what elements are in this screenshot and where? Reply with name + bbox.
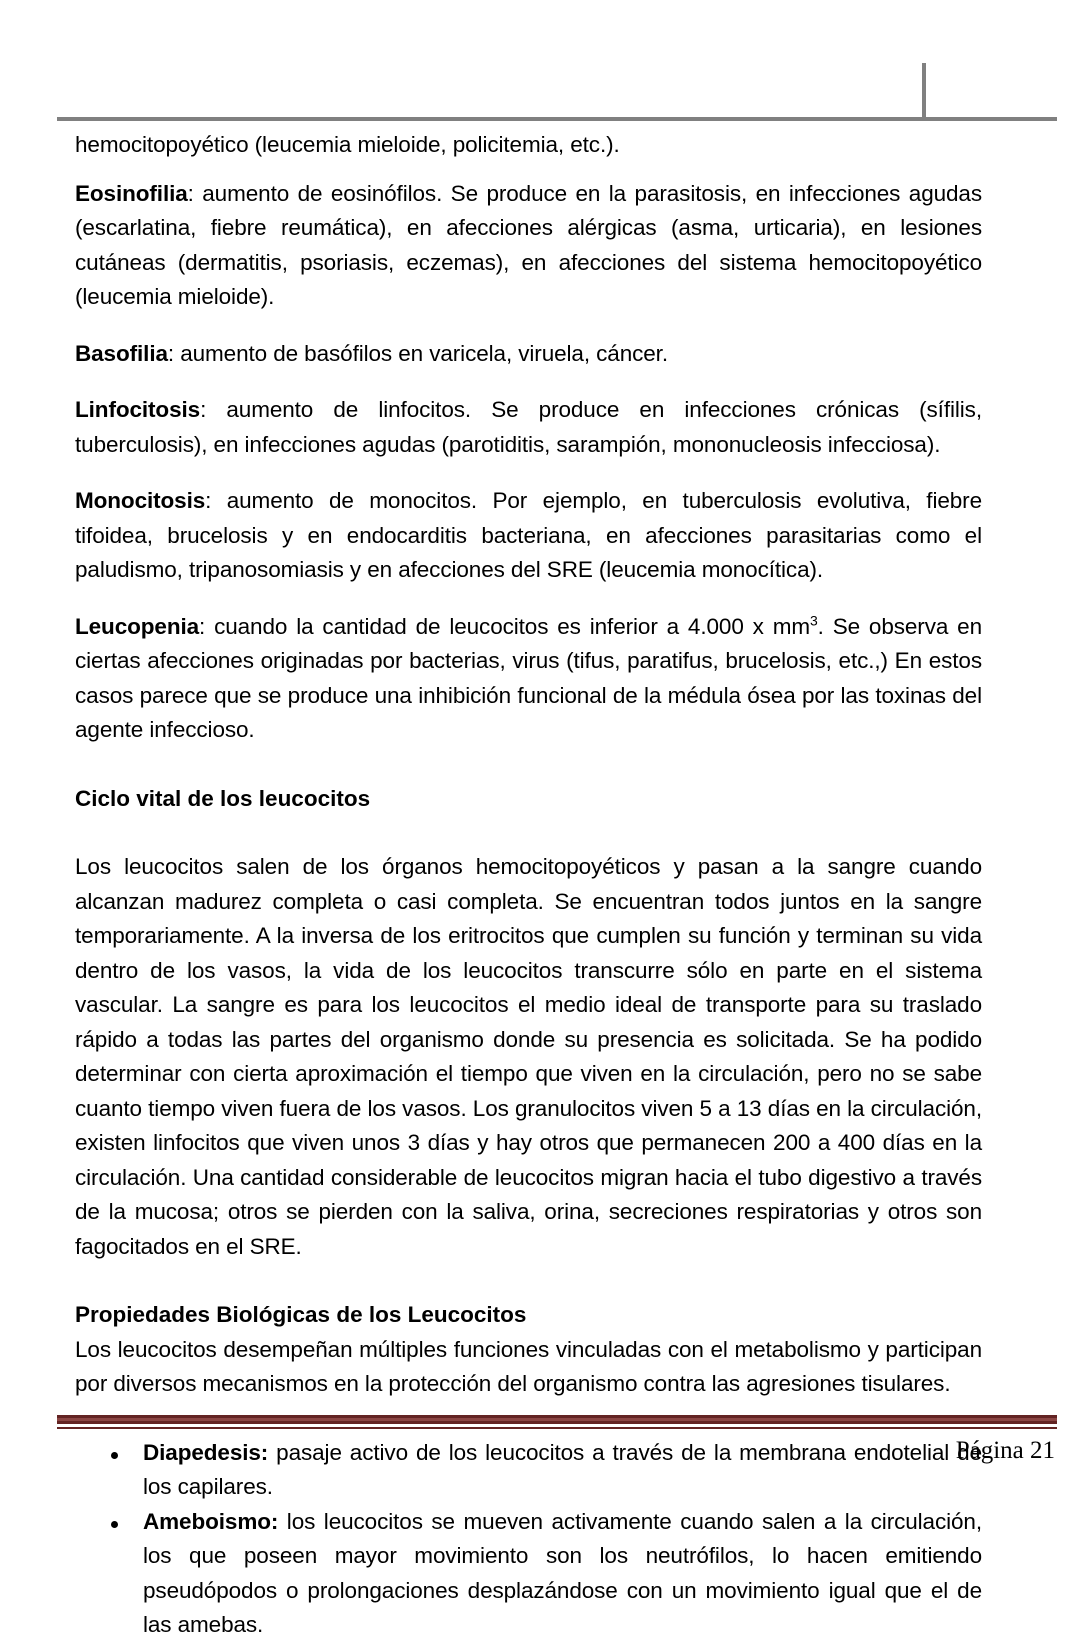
list-item-text: los leucocitos se mueven activamente cuando salen a la circulación, los que poseen mayor movimiento son los neutrófilos, lo hacen emitiendo pseudópodos o prolongaciones desplazándose con un movimiento igual que el de las amebas. [143, 1508, 982, 1637]
term-monocitosis: Monocitosis [75, 488, 206, 513]
spacer [75, 748, 982, 782]
spacer [75, 588, 982, 610]
heading-propiedades-biologicas: Propiedades Biológicas de los Leucocitos [75, 1302, 527, 1327]
paragraph-continuation: hemocitopoyético (leucemia mieloide, policitemia, etc.). [75, 132, 620, 157]
list-item-term: Ameboismo: [143, 1508, 279, 1534]
footer-rule-inner-highlight [57, 1418, 1057, 1421]
spacer [75, 462, 982, 484]
page-footer [0, 1410, 1080, 1526]
paragraph-ciclo-vital: Los leucocitos salen de los órganos hemocitopoyéticos y pasan a la sangre cuando alcanzan madurez completa o casi completa. Se encuentran todos juntos en la sangre temporariamente. A la inversa de los eritrocitos que cumplen su función y terminan su vida dentro de los vasos, la vida de los leucocitos transcurre sólo en parte en el sistema vascular. La sangre es para los leucocitos el medio ideal de transporte para su traslado rápido a todas las partes del organismo donde su presencia es solicitada. Se ha podido determinar con cierta aproximación el tiempo que viven en la circulación, pero no se sabe cuanto tiempo viven fuera de los vasos. Los granulocitos viven 5 a 13 días en la circulación, existen linfocitos que viven unos 3 días y hay otros que permanecen 200 a 400 días en la circulación. Una cantidad considerable de leucocitos migran hacia el tubo digestivo a través de la mucosa; otros se pierden con la saliva, orina, secreciones respiratorias y otros son fagocitados en el SRE. [75, 854, 982, 1259]
paragraph-linfocitosis [75, 393, 982, 462]
paragraph-eosinofilia [75, 177, 982, 315]
header-horizontal-rule [57, 117, 1057, 121]
spacer [75, 1264, 982, 1298]
text-leucopenia-before: : cuando la cantidad de leucocitos es inferior a 4.000 x mm [199, 613, 810, 639]
term-basofilia: Basofilia [75, 340, 168, 366]
spacer [75, 315, 982, 337]
text-leucopenia-after: . Se observa en ciertas afecciones originadas por bacterias, virus (tifus, paratifus, brucelosis, etc.,) En estos casos parece que se produce una inhibición funcional de la médula ósea por las toxinas del agente infeccioso. [75, 613, 982, 742]
term-leucopenia: Leucopenia [75, 613, 200, 639]
page-header [0, 0, 1080, 122]
text-monocitosis: : aumento de monocitos. Por ejemplo, en tuberculosis evolutiva, fiebre tifoidea, brucelosis y en endocarditis bacteriana, en afecciones parasitarias como el paludismo, tripanosomiasis y en afecciones del SRE (leucemia monocítica). [75, 488, 982, 582]
spacer [75, 816, 982, 850]
spacer [75, 371, 982, 393]
text-basofilia: : aumento de basófilos en varicela, viruela, cáncer. [167, 340, 668, 366]
spacer [75, 163, 982, 177]
superscript-cubic: 3 [809, 612, 818, 628]
paragraph-leucopenia [75, 610, 982, 748]
list-item-text: pasaje activo de los leucocitos a través de la membrana endotelial de los capilares. [143, 1439, 982, 1499]
footer-rule-thin [57, 1427, 1057, 1429]
term-linfocitosis: Linfocitosis [75, 397, 201, 422]
paragraph-monocitosis [75, 484, 982, 588]
text-eosinofilia: : aumento de eosinófilos. Se produce en la parasitosis, en infecciones agudas (escarlatina, fiebre reumática), en afecciones alérgicas (asma, urticaria), en lesiones cutáneas (dermatitis, psoriasis, eczemas), en afecciones del sistema hemocitopoyético (leucemia mieloide). [75, 180, 982, 309]
header-tick-mark [922, 63, 926, 121]
term-eosinofilia: Eosinofilia [75, 180, 188, 206]
paragraph-basofilia [75, 337, 982, 372]
paragraph-propiedades: Los leucocitos desempeñan múltiples funciones vinculadas con el metabolismo y participan por diversos mecanismos en la protección del organismo contra las agresiones tisulares. [75, 1336, 982, 1396]
list-item-term: Diapedesis: [143, 1439, 269, 1465]
page-number: Página 21 [955, 1437, 1055, 1464]
heading-ciclo-vital: Ciclo vital de los leucocitos [75, 785, 371, 811]
text-linfocitosis: : aumento de linfocitos. Se produce en infecciones crónicas (sífilis, tuberculosis), en infecciones agudas (parotiditis, sarampión, mononucleosis infecciosa). [75, 397, 982, 457]
